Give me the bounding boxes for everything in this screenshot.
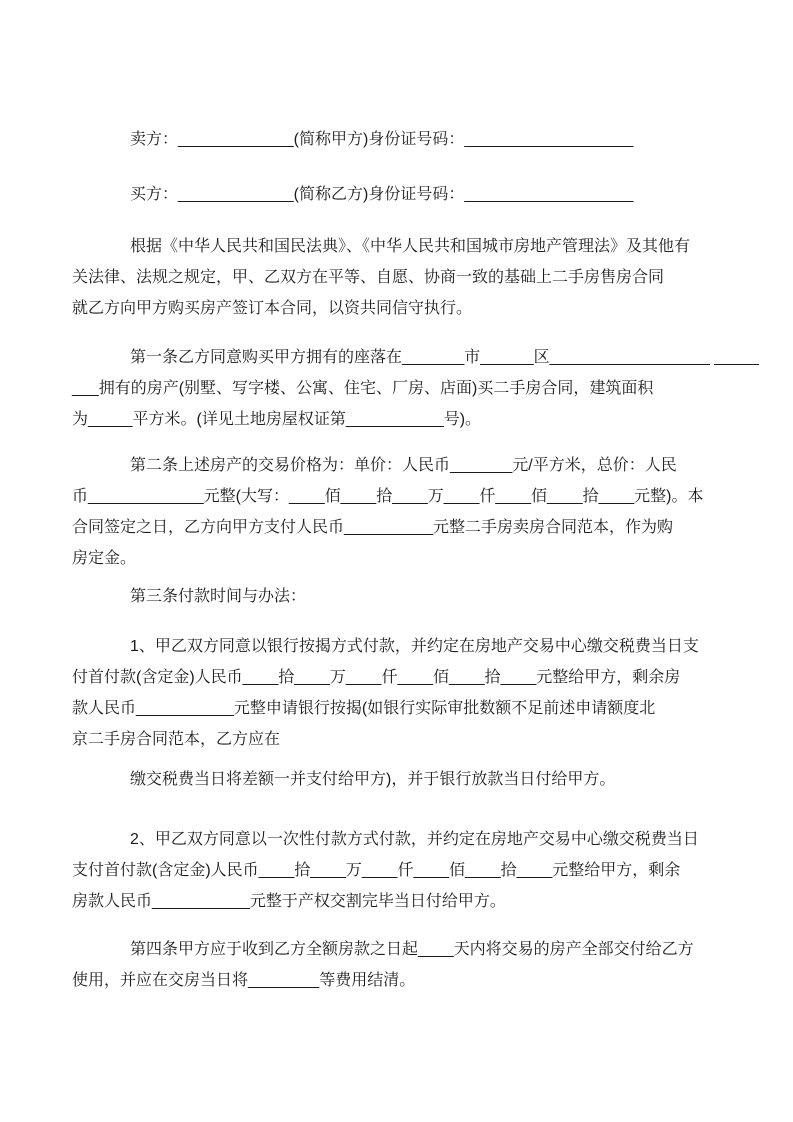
text-line: 使用，并应在交房当日将________等费用结清。 [72,972,416,989]
text-line: 卖方：_____________(简称甲方)身份证号码：___________________ [130,131,634,148]
text-line: ___拥有的房产(别墅、写字楼、公寓、住宅、厂房、店面)买二手房合同，建筑面积 [72,380,654,397]
text-line: 京二手房合同范本，乙方应在 [72,731,281,748]
text-line: 关法律、法规之规定，甲、乙双方在平等、自愿、协商一致的基础上二手房售房合同 [72,269,665,286]
text-line: 缴交税费当日将差额一并支付给甲方)，并于银行放款当日付给甲方。 [130,771,616,788]
text-line: 支付首付款(含定金)人民币____拾____万____仟____佰____拾____元整给甲方，剩余 [72,862,681,879]
text-line: 第三条付款时间与办法： [130,588,307,605]
text-line: 为_____平方米。(详见土地房屋权证第___________号)。 [72,411,482,428]
text-line: 房定金。 [72,550,137,567]
text-line: 2、甲乙双方同意以一次性付款方式付款，并约定在房地产交易中心缴交税费当日 [130,831,699,848]
paragraph-seller-info [72,124,793,155]
text-line: 第一条乙方同意购买甲方拥有的座落在_______市______区__________________ _____ [130,349,759,366]
paragraph-preamble [72,231,793,324]
text-line: 1、甲乙双方同意以银行按揭方式付款，并约定在房地产交易中心缴交税费当日支 [130,638,699,655]
paragraph-payment-option-2 [72,824,793,917]
text-line: 款人民币___________元整申请银行按揭(如银行实际审批数额不足前述申请额度北 [72,700,656,717]
paragraph-buyer-info [72,179,793,210]
text-line: 付首付款(含定金)人民币____拾____万____仟____佰____拾____元整给甲方，剩余房 [72,669,681,686]
text-line: 第二条上述房产的交易价格为：单价：人民币_______元/平方米，总价：人民 [130,457,677,474]
text-line: 就乙方向甲方购买房产签订本合同，以资共同信守执行。 [72,300,473,317]
text-line: 买方：_____________(简称乙方)身份证号码：___________________ [130,186,634,203]
text-line: 第四条甲方应于收到乙方全额房款之日起____天内将交易的房产全部交付给乙方 [130,941,694,958]
paragraph-payment-option-1 [72,631,793,755]
paragraph-article-1 [72,342,793,435]
text-line: 根据《中华人民共和国民法典》、《中华人民共和国城市房地产管理法》及其他有 [130,238,691,255]
paragraph-article-2 [72,450,793,574]
text-line: 房款人民币___________元整于产权交割完毕当日付给甲方。 [72,893,506,910]
paragraph-payment-option-1-continued [72,764,793,795]
text-line: 合同签定之日，乙方向甲方支付人民币__________元整二手房卖房合同范本，作为购 [72,519,673,536]
text-line: 币_____________元整(大写：____佰____拾____万____仟____佰____拾____元整)。本 [72,488,704,505]
heading-article-3 [72,581,793,612]
paragraph-article-4 [72,934,793,996]
